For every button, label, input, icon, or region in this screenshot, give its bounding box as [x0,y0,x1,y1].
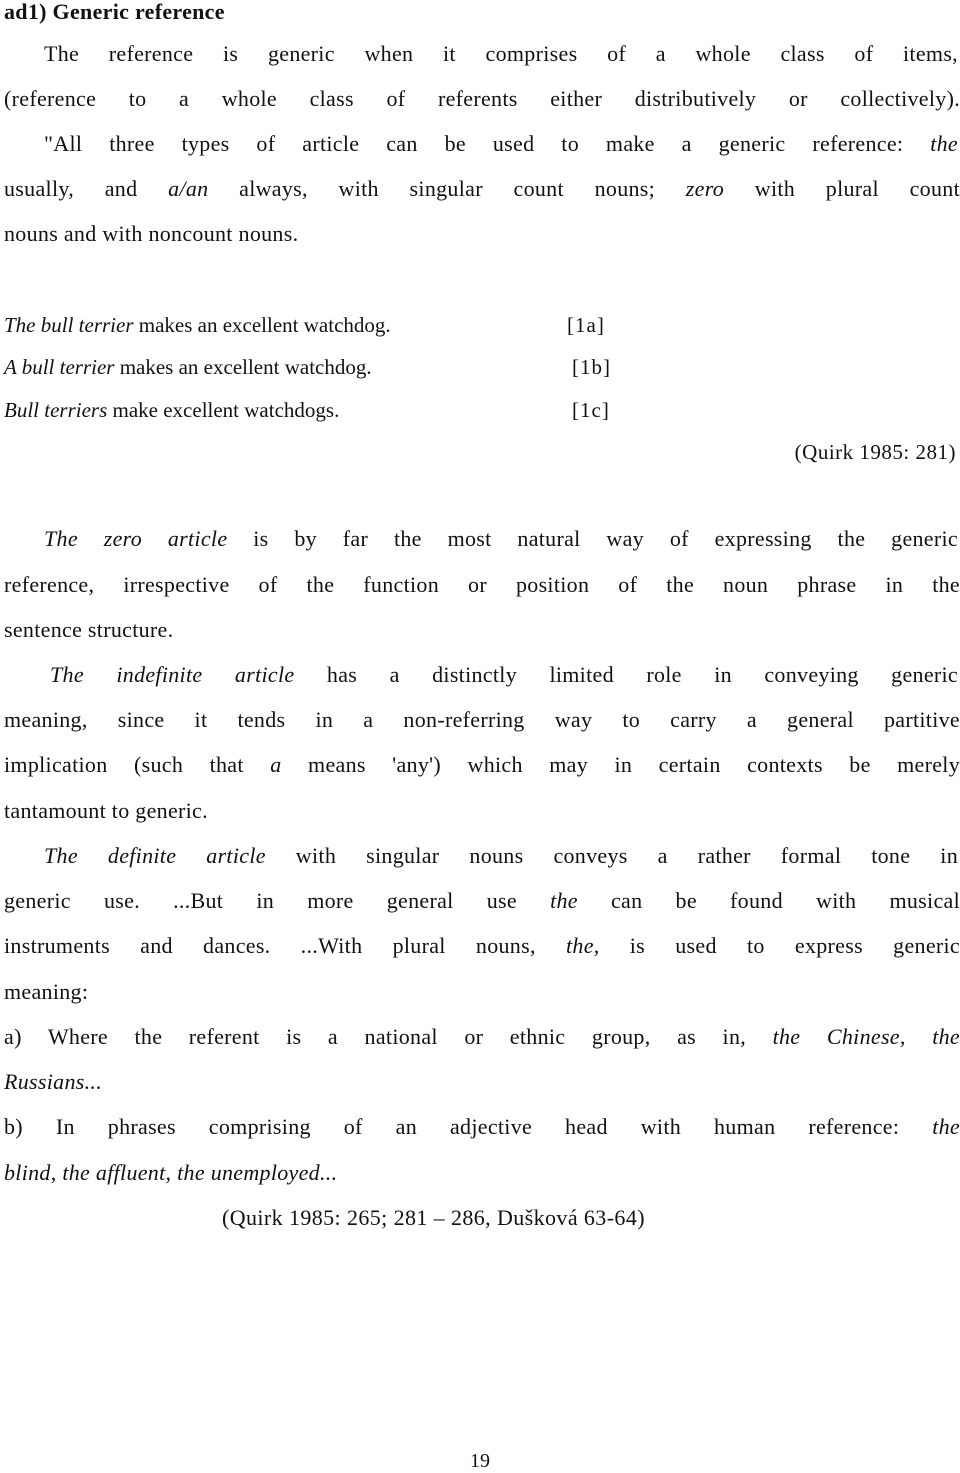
example-1b-rest: makes an excellent watchdog. [114,355,372,379]
example-1c-subject: Bull terriers [4,398,108,422]
example-1a [4,311,391,339]
zero-para-line-3-text: sentence structure. [4,617,174,642]
indef-para-line-4 [4,797,960,825]
item-b-line-1-italic: the [932,1114,960,1139]
indef-para-line-2 [4,706,960,734]
intro-line-4-italic-b: zero [685,176,725,201]
intro-line-5-text: nouns and with noncount nouns. [4,221,299,246]
def-para-line-2-italic: the [550,888,578,913]
intro-line-1 [44,40,958,68]
indef-para-line-3-text-a: implication (such that [4,752,271,777]
def-para-line-1-text: with singular nouns conveys a rather formal tone in [265,843,959,868]
example-1b [4,353,372,381]
item-a-line-2 [4,1068,960,1096]
indef-para-line-1 [50,661,958,689]
intro-line-5 [4,220,960,248]
def-para-line-2 [4,887,960,915]
citation-quirk-281: (Quirk 1985: 281) [794,440,956,464]
example-1c-rest: make excellent watchdogs. [107,398,340,422]
indef-para-line-1-text: has a distinctly limited role in conveying generic [294,662,958,687]
intro-line-2 [4,85,960,113]
zero-para-line-1-text: is by far the most natural way of expressing the generic [227,526,958,551]
intro-line-4-italic-a: a/an [168,176,209,201]
page-number: 19 [470,1450,490,1472]
indef-para-line-3-italic: a [270,752,282,777]
item-a-line-2-italic: Russians... [4,1069,103,1094]
citation-quirk-dushkova: (Quirk 1985: 265; 281 – 286, Dušková 63-64) [222,1205,645,1230]
intro-line-4 [4,175,960,203]
def-para-line-3-italic: the, [565,933,600,958]
def-para-line-2-text-b: can be found with musical [577,888,960,913]
indefinite-article-term: The indefinite article [50,662,295,687]
intro-line-3-italic: the [930,131,958,156]
definite-article-term: The definite article [44,843,266,868]
section-heading [4,0,960,26]
def-para-line-3-text-b: is used to express generic [599,933,960,958]
zero-para-line-2 [4,571,960,599]
intro-line-1-text: The reference is generic when it comprises of a whole class of items, [44,41,958,66]
intro-line-3-text: "All three types of article can be used to make a generic reference: [44,131,931,156]
zero-para-line-2-text: reference, irrespective of the function or position of the noun phrase in the [4,572,960,597]
item-b-line-2-italic: blind, the affluent, the unemployed... [4,1160,338,1185]
indef-para-line-4-text: tantamount to generic. [4,798,208,823]
def-para-line-3-text-a: instruments and dances. ...With plural nouns, [4,933,566,958]
zero-para-line-3 [4,616,960,644]
intro-line-4-text-c: with plural count [724,176,960,201]
example-1c [4,396,339,424]
item-b-line-1 [4,1113,960,1141]
def-para-line-4 [4,978,960,1006]
item-b-line-2 [4,1159,960,1187]
heading-text: ad1) Generic reference [4,0,225,24]
example-1b-subject: A bull terrier [4,355,115,379]
intro-line-3 [44,130,958,158]
example-1a-rest: makes an excellent watchdog. [133,313,391,337]
intro-line-4-text-a: usually, and [4,176,169,201]
example-1b-number: [1b] [572,355,611,379]
indef-para-line-2-text: meaning, since it tends in a non-referring way to carry a general partitive [4,707,960,732]
example-1a-subject: The bull terrier [4,313,134,337]
def-para-line-3 [4,932,960,960]
intro-line-2-text: (reference to a whole class of referents either distributively or collectively). [4,86,960,111]
zero-para-line-1 [44,525,958,553]
indef-para-line-3 [4,751,960,779]
item-a-line-1-text: a) Where the referent is a national or ethnic group, as in, [4,1024,773,1049]
def-para-line-2-text-a: generic use. ...But in more general use [4,888,551,913]
item-a-line-1-italic: the Chinese, the [772,1024,960,1049]
item-a-line-1 [4,1023,960,1051]
example-1a-number: [1a] [567,313,605,337]
def-para-line-1 [44,842,958,870]
example-1c-number: [1c] [572,398,610,422]
zero-article-term: The zero article [44,526,228,551]
item-b-line-1-text: b) In phrases comprising of an adjective head with human reference: [4,1114,933,1139]
def-para-line-4-text: meaning: [4,979,89,1004]
indef-para-line-3-text-b: means 'any') which may in certain contexts be merely [281,752,960,777]
intro-line-4-text-b: always, with singular count nouns; [208,176,686,201]
